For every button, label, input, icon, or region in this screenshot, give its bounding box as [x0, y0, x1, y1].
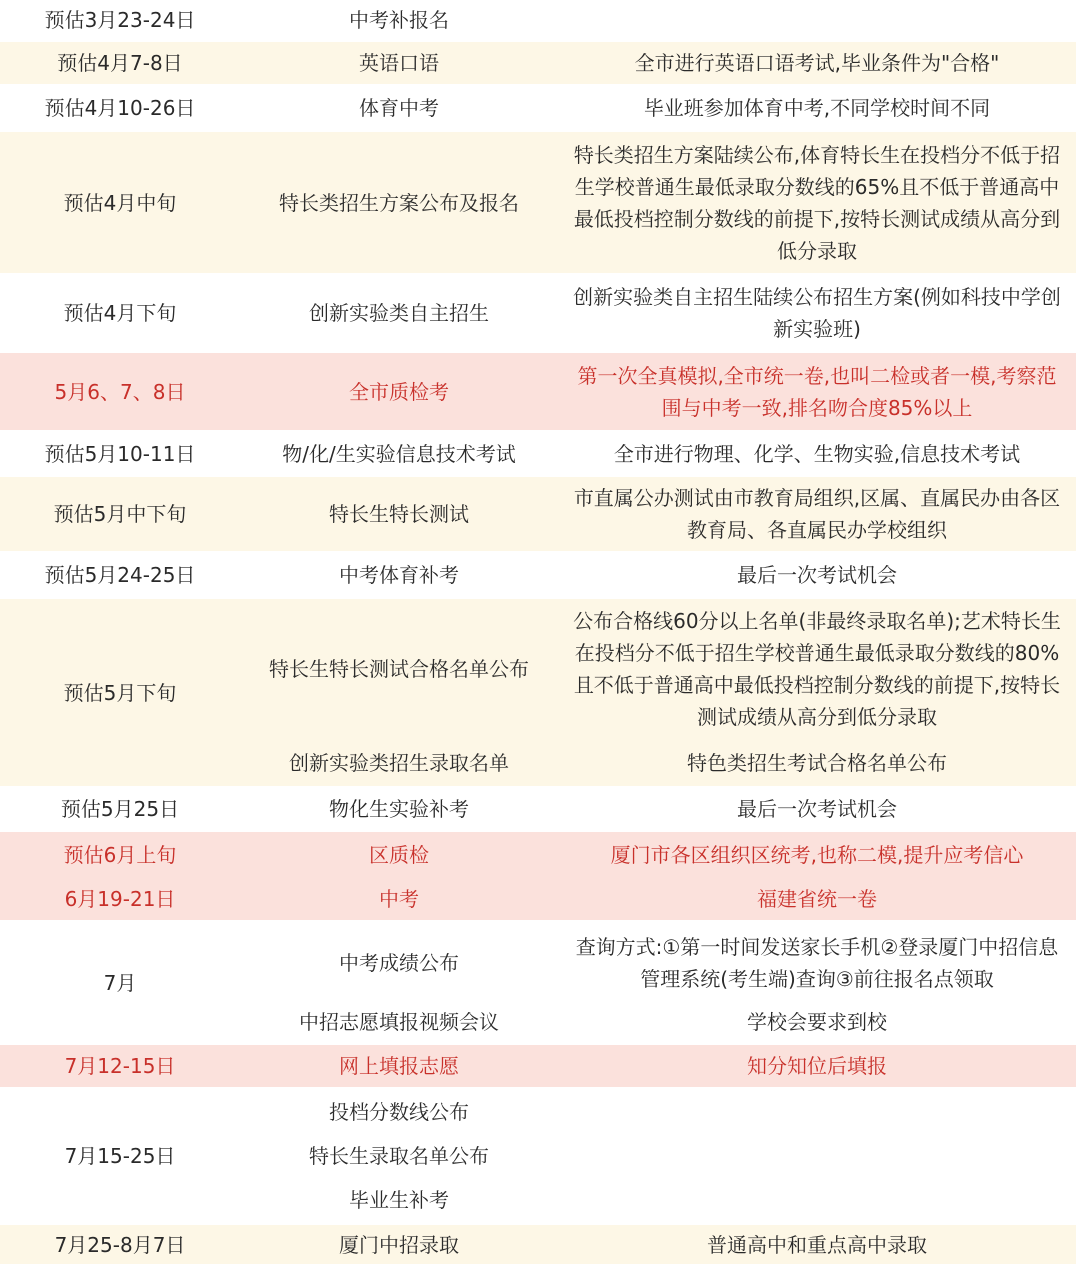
table-row-highlighted — [0, 877, 1076, 923]
table-row-highlighted — [0, 832, 1076, 877]
note-subcell: 学校会要求到校 — [747, 1010, 887, 1035]
table-row — [0, 132, 1076, 276]
note-cell: 毕业班参加体育中考,不同学校时间不同 — [643, 96, 991, 120]
note-cell: 知分知位后填报 — [747, 1054, 887, 1078]
note-cell-group — [558, 599, 1076, 786]
event-cell: 全市质检考 — [349, 379, 449, 404]
event-subcell: 特长生特长测试合格名单公布 — [269, 657, 529, 682]
date-cell: 预估5月10-11日 — [44, 441, 196, 466]
note-cell-group — [558, 923, 1076, 1042]
date-cell: 预估5月中下旬 — [53, 502, 187, 526]
table-row-highlighted — [0, 1045, 1076, 1090]
event-subcell: 投档分数线公布 — [329, 1100, 469, 1124]
date-cell: 预估5月25日 — [60, 797, 180, 821]
table-row — [0, 433, 1076, 477]
date-cell: 7月 — [103, 970, 137, 995]
note-subcell: 特色类招生考试合格名单公布 — [687, 750, 947, 775]
date-cell: 7月12-15日 — [64, 1054, 176, 1078]
table-row — [0, 1225, 1076, 1264]
date-cell: 6月19-21日 — [64, 886, 176, 911]
table-row — [0, 276, 1076, 353]
event-subcell: 中考成绩公布 — [339, 950, 459, 975]
date-cell: 预估5月下旬 — [63, 680, 177, 705]
date-cell: 预估4月10-26日 — [44, 96, 196, 120]
note-cell: 福建省统一卷 — [757, 886, 877, 911]
table-row-group — [0, 1090, 1076, 1225]
table-row-group — [0, 599, 1076, 789]
note-cell: 最后一次考试机会 — [737, 563, 897, 587]
event-cell: 物化生实验补考 — [329, 797, 469, 821]
event-cell: 中考 — [379, 886, 419, 911]
date-cell: 预估4月下旬 — [63, 301, 177, 325]
note-cell — [558, 1090, 1076, 1222]
event-subcell: 毕业生补考 — [349, 1188, 449, 1212]
table-row — [0, 0, 1076, 42]
table-row-highlighted — [0, 353, 1076, 433]
note-cell: 第一次全真模拟,全市统一卷,也叫二检或者一模,考察范围与中考一致,排名吻合度85%以上 — [577, 363, 1057, 420]
event-cell: 中考补报名 — [349, 7, 449, 32]
event-subcell: 中招志愿填报视频会议 — [299, 1010, 499, 1035]
note-cell: 市直属公办测试由市教育局组织,区属、直属民办由各区教育局、各直属民办学校组织 — [573, 486, 1061, 542]
note-cell: 厦门市各区组织区统考,也称二模,提升应考信心 — [610, 842, 1024, 867]
note-cell: 最后一次考试机会 — [737, 797, 897, 821]
table-row — [0, 477, 1076, 554]
event-cell: 厦门中招录取 — [339, 1232, 459, 1257]
date-cell: 7月15-25日 — [64, 1144, 176, 1168]
event-cell-group — [240, 923, 558, 1042]
table-row-group — [0, 923, 1076, 1045]
table-row — [0, 554, 1076, 599]
note-subcell: 公布合格线60分以上名单(非最终录取名单);艺术特长生在投档分不低于招生学校普通生最低录取分数线的80%且不低于普通高中最低投档控制分数线的前提下,按特长测试成绩从高分到低分录取 — [573, 609, 1061, 730]
note-cell: 普通高中和重点高中录取 — [707, 1232, 927, 1257]
event-cell: 特长类招生方案公布及报名 — [279, 190, 519, 215]
event-cell-group — [240, 1090, 558, 1222]
event-cell: 体育中考 — [359, 96, 439, 120]
date-cell: 预估5月24-25日 — [44, 563, 196, 587]
date-cell: 预估3月23-24日 — [44, 7, 196, 32]
event-cell-group — [240, 599, 558, 786]
note-cell: 创新实验类自主招生陆续公布招生方案(例如科技中学创新实验班) — [573, 285, 1061, 341]
table-row — [0, 87, 1076, 132]
event-cell: 物/化/生实验信息技术考试 — [282, 441, 516, 466]
note-cell: 全市进行英语口语考试,毕业条件为"合格" — [634, 51, 1000, 75]
date-cell: 预估4月7-8日 — [57, 51, 183, 75]
event-subcell: 创新实验类招生录取名单 — [289, 750, 509, 775]
note-cell: 全市进行物理、化学、生物实验,信息技术考试 — [613, 441, 1021, 466]
event-cell: 特长生特长测试 — [329, 502, 469, 526]
event-cell: 区质检 — [369, 842, 429, 867]
note-subcell: 查询方式:①第一时间发送家长手机②登录厦门中招信息管理系统(考生端)查询③前往报名点领取 — [575, 934, 1059, 991]
date-cell: 5月6、7、8日 — [54, 379, 186, 404]
note-cell — [558, 0, 1076, 39]
event-subcell: 特长生录取名单公布 — [309, 1144, 489, 1168]
date-cell: 预估6月上旬 — [63, 842, 177, 867]
event-cell: 英语口语 — [359, 51, 439, 75]
event-cell: 创新实验类自主招生 — [309, 301, 489, 325]
date-cell: 7月25-8月7日 — [54, 1232, 186, 1257]
note-cell: 特长类招生方案陆续公布,体育特长生在投档分不低于招生学校普通生最低录取分数线的65%且不低于普通高中最低投档控制分数线的前提下,按特长测试成绩从高分到低分录取 — [573, 142, 1061, 263]
event-cell: 网上填报志愿 — [339, 1054, 459, 1078]
table-row — [0, 789, 1076, 832]
date-cell: 预估4月中旬 — [63, 190, 177, 215]
table-row — [0, 42, 1076, 87]
event-cell: 中考体育补考 — [339, 563, 459, 587]
